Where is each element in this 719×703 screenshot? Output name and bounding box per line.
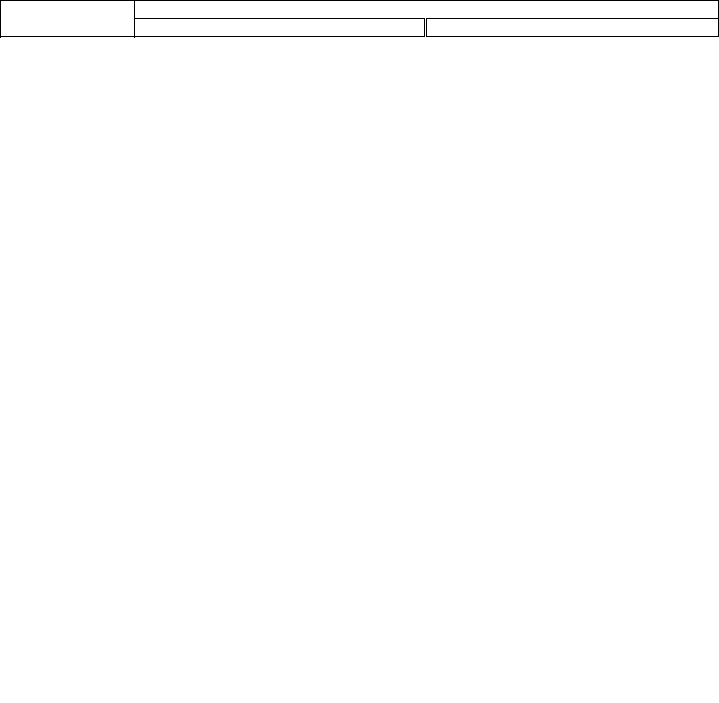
- period-we: [426, 19, 719, 37]
- period-wd: [134, 19, 426, 37]
- fare-table: [0, 0, 719, 37]
- table-title: [134, 1, 718, 19]
- kukan-header: [1, 1, 135, 37]
